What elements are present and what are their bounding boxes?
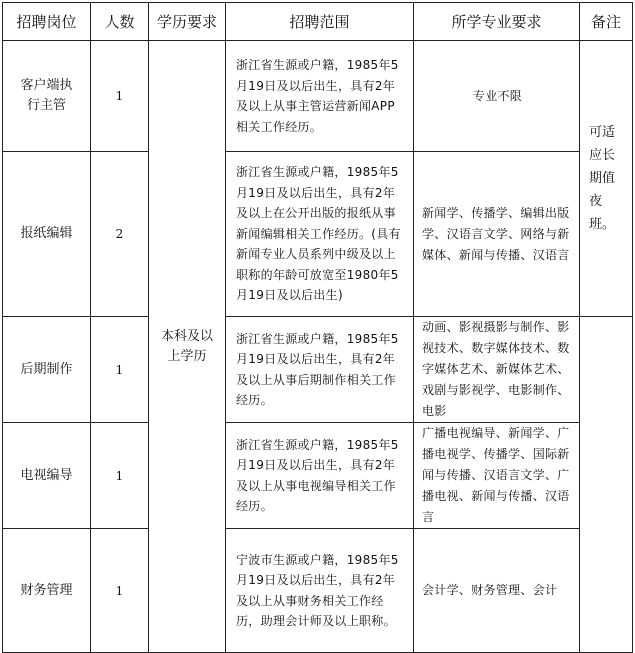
major-cell: 专业不限 <box>414 41 580 152</box>
count-cell: 1 <box>91 529 149 653</box>
note-cell-empty <box>580 317 633 653</box>
major-cell: 会计学、财务管理、会计 <box>414 529 580 653</box>
header-count: 人数 <box>91 3 149 41</box>
header-major: 所学专业要求 <box>414 3 580 41</box>
table-row <box>3 529 633 653</box>
education-text: 本科及以上学历 <box>160 328 213 364</box>
position-cell: 报纸编辑 <box>3 152 91 317</box>
table-row <box>3 317 633 423</box>
position-cell: 财务管理 <box>3 529 91 653</box>
scope-cell: 浙江省生源或户籍，1985年5月19日及以后出生，具有2年及以上从事主管运营新闻APP相关工作经历。 <box>226 41 414 152</box>
position-cell <box>3 41 91 152</box>
position-cell: 电视编导 <box>3 423 91 529</box>
position-cell: 后期制作 <box>3 317 91 423</box>
header-position: 招聘岗位 <box>3 3 91 41</box>
recruitment-table <box>2 2 633 653</box>
table-row <box>3 41 633 152</box>
header-note: 备注 <box>580 3 633 41</box>
header-scope: 招聘范围 <box>226 3 414 41</box>
table-row <box>3 152 633 317</box>
scope-cell: 浙江省生源或户籍，1985年5月19日及以后出生，具有2年及以上从事电视编导相关工作经历。 <box>226 423 414 529</box>
scope-cell: 宁波市生源或户籍，1985年5月19日及以后出生，具有2年及以上从事财务相关工作经历，助理会计师及以上职称。 <box>226 529 414 653</box>
major-cell: 动画、影视摄影与制作、影视技术、数字媒体技术、数字媒体艺术、新媒体艺术、戏剧与影视学、电影制作、电影 <box>414 317 580 423</box>
major-cell: 广播电视编导、新闻学、广播电视学、传播学、国际新闻与传播、汉语言文学、广播电视、新闻与传播、汉语言 <box>414 423 580 529</box>
table-row <box>3 423 633 529</box>
scope-cell: 浙江省生源或户籍，1985年5月19日及以后出生，具有2年及以上从事后期制作相关工作经历。 <box>226 317 414 423</box>
header-row <box>3 3 633 41</box>
count-cell: 1 <box>91 423 149 529</box>
count-cell: 1 <box>91 41 149 152</box>
scope-cell: 浙江省生源或户籍，1985年5月19日及以后出生，具有2年及以上在公开出版的报纸从事新闻编辑相关工作经历。(具有新闻专业人员系列中级及以上职称的年龄可放宽至1980年5月19日及以后出生) <box>226 152 414 317</box>
education-cell <box>149 41 226 653</box>
position-name: 客户端执行主管 <box>20 78 73 113</box>
note-text: 可适应长期值夜班。 <box>589 125 616 232</box>
note-cell <box>580 41 633 317</box>
major-cell: 新闻学、传播学、编辑出版学、汉语言文学、网络与新媒体、新闻与传播、汉语言 <box>414 152 580 317</box>
count-cell: 1 <box>91 317 149 423</box>
header-education: 学历要求 <box>149 3 226 41</box>
count-cell: 2 <box>91 152 149 317</box>
